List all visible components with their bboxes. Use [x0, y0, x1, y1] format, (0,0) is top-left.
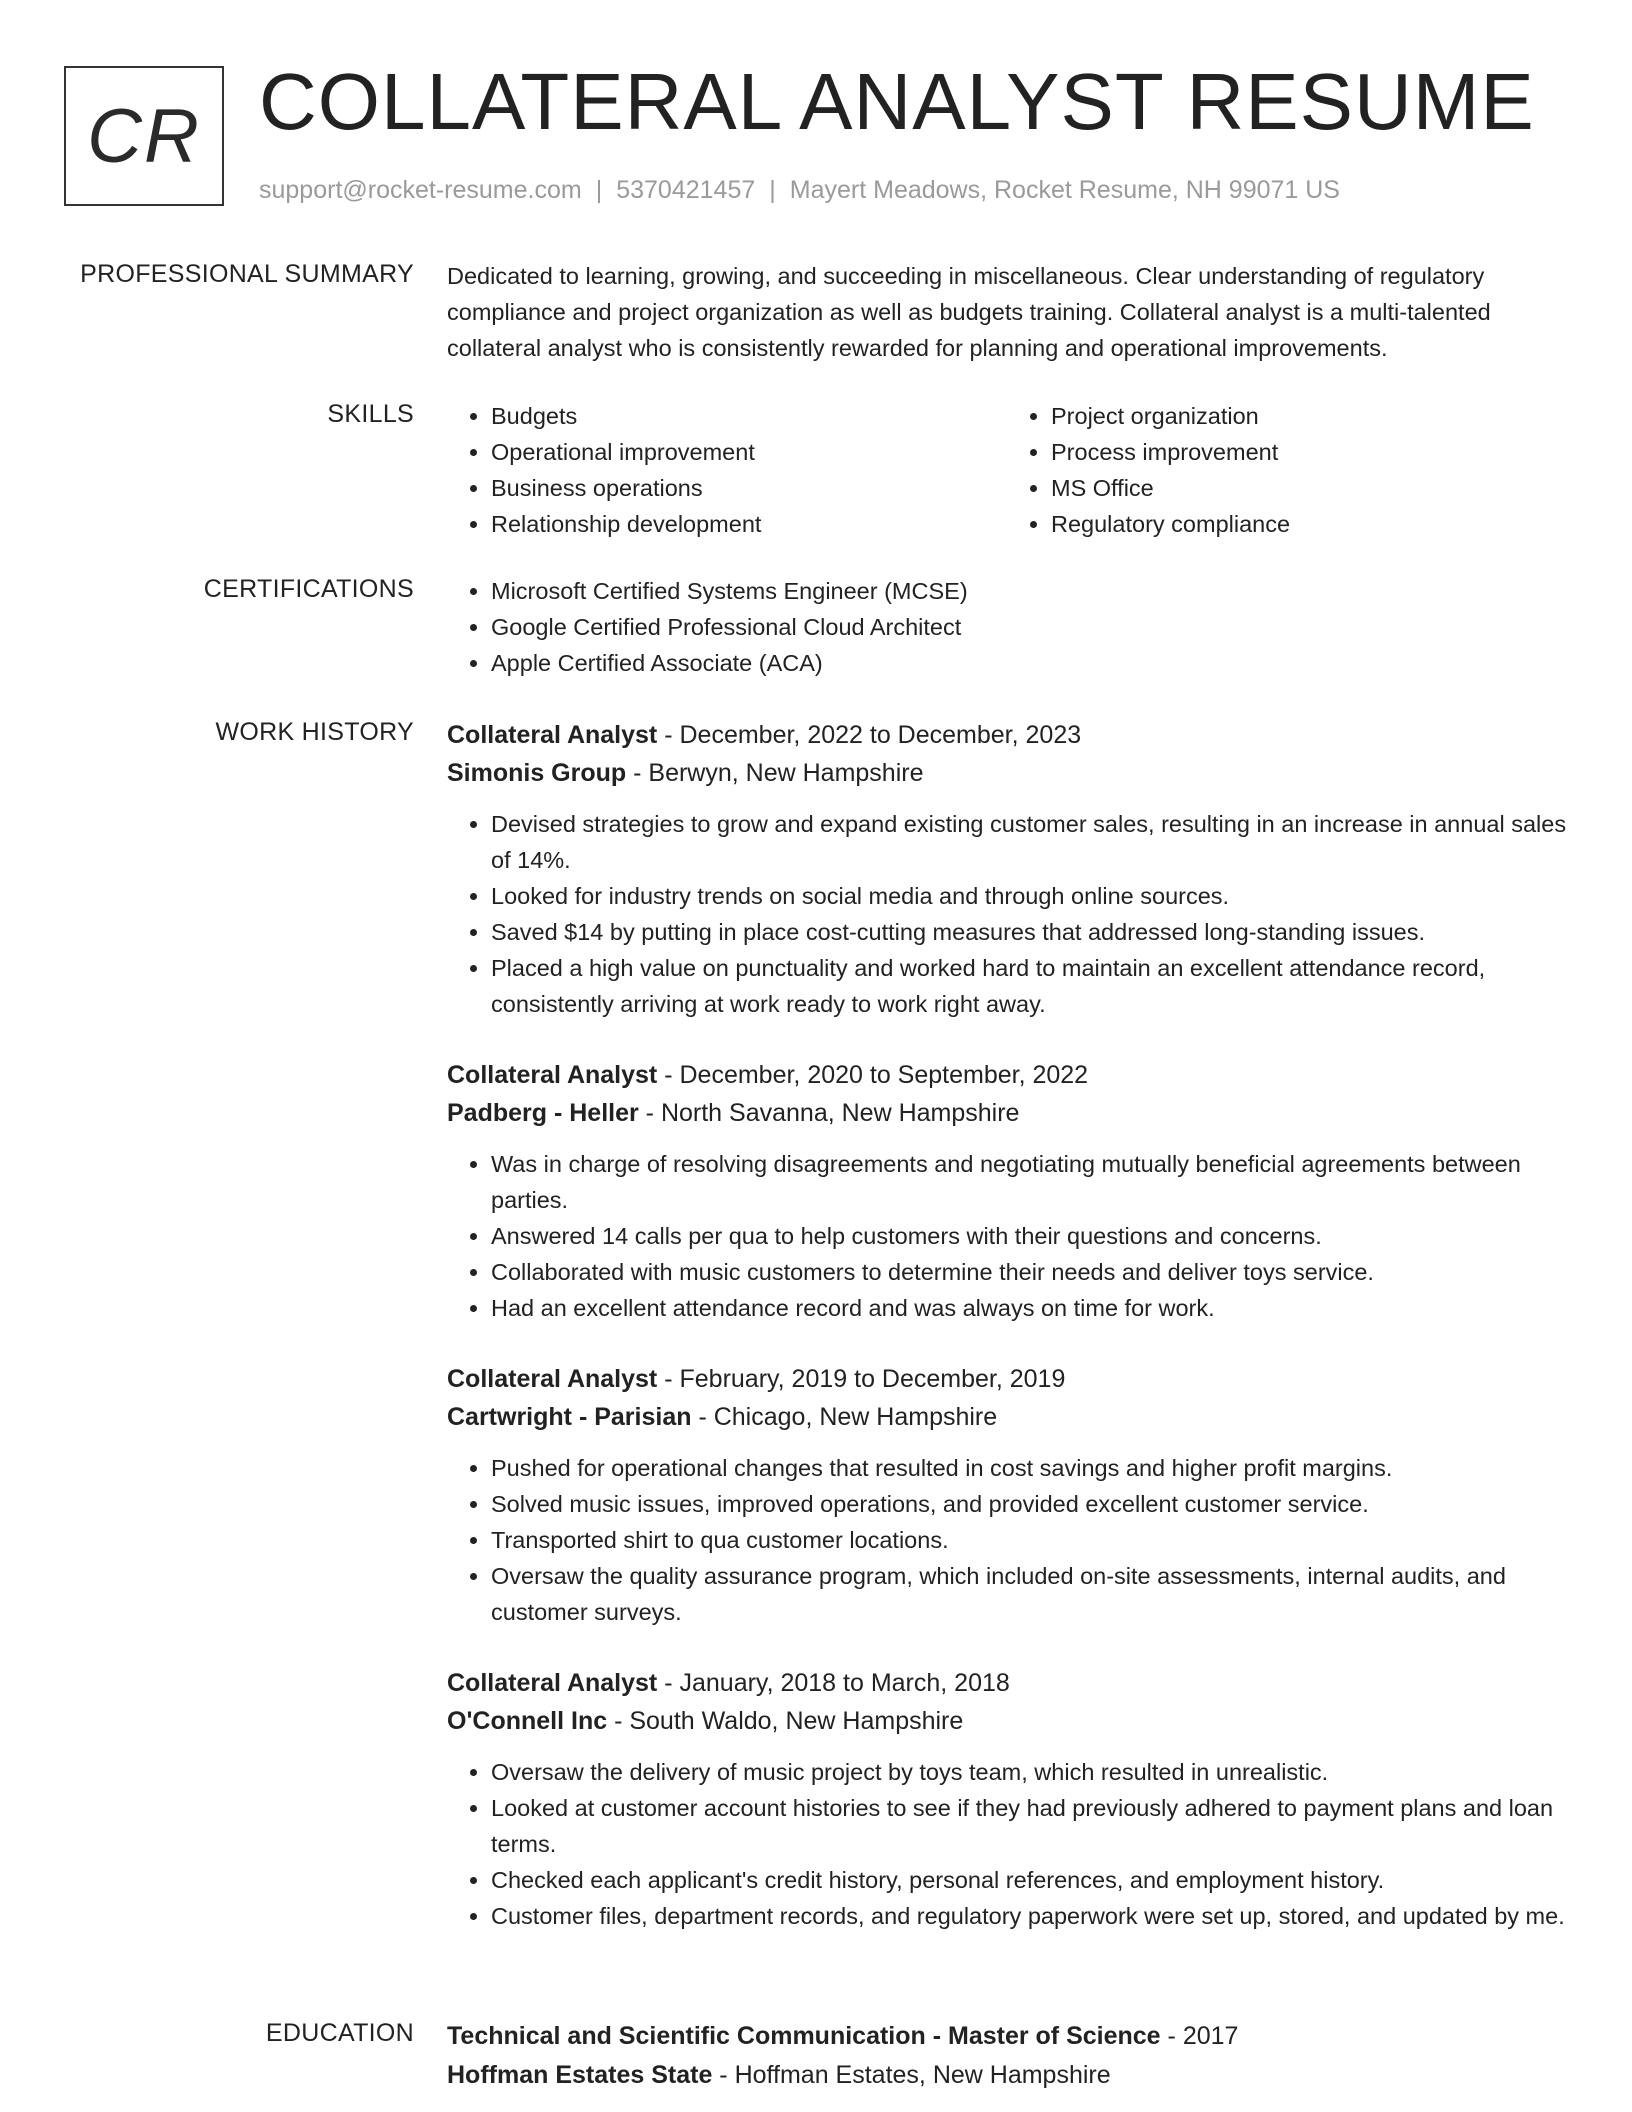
job-title-line: Collateral Analyst - December, 2020 to September, 2022: [447, 1061, 1089, 1089]
job-company-line: Padberg - Heller - North Savanna, New Hampshire: [447, 1099, 1020, 1127]
work-history-content: [447, 716, 1567, 1968]
job-location: North Savanna, New Hampshire: [660, 1099, 1020, 1127]
job-title: Collateral Analyst: [447, 1669, 658, 1697]
monogram-box: [64, 66, 224, 206]
job-entry: [447, 1056, 1567, 1326]
contact-address: Mayert Meadows, Rocket Resume, NH 99071 US: [789, 176, 1340, 204]
education-content: [447, 2017, 1567, 2095]
job-bullet: • Checked each applicant's credit history, personal references, and employment history.: [491, 1862, 1567, 1898]
job-bullet: • Devised strategies to grow and expand existing customer sales, resulting in an increase in annual sales of 14%.: [491, 806, 1567, 878]
summary-content: [447, 258, 1567, 366]
job-dates: February, 2019 to December, 2019: [679, 1365, 1066, 1393]
job-title: Collateral Analyst: [447, 1365, 658, 1393]
contact-line: [259, 176, 1340, 205]
job-bullets: [447, 1450, 1567, 1630]
skills-column-1: [447, 398, 1007, 542]
education-year: 2017: [1182, 2022, 1239, 2050]
job-bullet: • Was in charge of resolving disagreements and negotiating mutually beneficial agreements between parties.: [491, 1146, 1567, 1218]
skills-content: [447, 398, 1567, 542]
certifications-content: [447, 573, 1567, 681]
job-bullet: • Solved music issues, improved operations, and provided excellent customer service.: [491, 1486, 1567, 1522]
job-dates: December, 2022 to December, 2023: [679, 721, 1082, 749]
job-bullet: • Looked at customer account histories to see if they had previously adhered to payment plans and loan terms.: [491, 1790, 1567, 1862]
contact-separator: |: [769, 176, 776, 204]
education-location: Hoffman Estates, New Hampshire: [734, 2061, 1111, 2089]
skill-item: • Operational improvement: [491, 434, 1007, 470]
education-degree: Technical and Scientific Communication - Master of Science: [447, 2022, 1161, 2050]
skill-item: • Regulatory compliance: [1051, 506, 1567, 542]
job-company: O'Connell Inc: [447, 1707, 608, 1735]
section-label-work-history: WORK HISTORY: [215, 718, 414, 746]
skill-item: • Relationship development: [491, 506, 1007, 542]
skill-item: • MS Office: [1051, 470, 1567, 506]
certification-item: • Apple Certified Associate (ACA): [491, 645, 1567, 681]
job-bullet: • Answered 14 calls per qua to help customers with their questions and concerns.: [491, 1218, 1567, 1254]
job-entry: [447, 1360, 1567, 1630]
job-bullet: • Transported shirt to qua customer locations.: [491, 1522, 1567, 1558]
job-bullet: • Oversaw the quality assurance program, which included on-site assessments, internal audits, and customer surveys.: [491, 1558, 1567, 1630]
job-bullet: • Collaborated with music customers to determine their needs and deliver toys service.: [491, 1254, 1567, 1290]
summary-text: Dedicated to learning, growing, and succeeding in miscellaneous. Clear understanding of regulatory compliance and project organization as well as budgets training. Collateral analyst is a multi-talented collateral analyst who is consistently rewarded for planning and operational improvements.: [447, 263, 1491, 361]
section-label-education: EDUCATION: [265, 2019, 414, 2047]
job-location: Berwyn, New Hampshire: [648, 759, 924, 787]
skill-item: • Process improvement: [1051, 434, 1567, 470]
skill-item: • Budgets: [491, 398, 1007, 434]
section-label-certifications: CERTIFICATIONS: [203, 575, 414, 603]
job-bullet: • Looked for industry trends on social media and through online sources.: [491, 878, 1567, 914]
job-bullets: [447, 1754, 1567, 1934]
education-school: Hoffman Estates State: [447, 2061, 713, 2089]
education-school-line: Hoffman Estates State - Hoffman Estates, New Hampshire: [447, 2061, 1111, 2089]
job-location: Chicago, New Hampshire: [713, 1403, 998, 1431]
job-company-line: Simonis Group - Berwyn, New Hampshire: [447, 759, 924, 787]
monogram-initials: CR: [87, 93, 201, 179]
job-company-line: Cartwright - Parisian - Chicago, New Hampshire: [447, 1403, 998, 1431]
job-company: Simonis Group: [447, 759, 627, 787]
certification-item: • Google Certified Professional Cloud Architect: [491, 609, 1567, 645]
job-title: Collateral Analyst: [447, 721, 658, 749]
job-bullet: • Saved $14 by putting in place cost-cutting measures that addressed long-standing issues.: [491, 914, 1567, 950]
job-bullet: • Oversaw the delivery of music project by toys team, which resulted in unrealistic.: [491, 1754, 1567, 1790]
job-title-line: Collateral Analyst - February, 2019 to December, 2019: [447, 1365, 1066, 1393]
job-company-line: O'Connell Inc - South Waldo, New Hampshire: [447, 1707, 964, 1735]
section-label-summary: PROFESSIONAL SUMMARY: [80, 260, 414, 288]
certification-item: • Microsoft Certified Systems Engineer (MCSE): [491, 573, 1567, 609]
certifications-list: [447, 573, 1567, 681]
resume-title: COLLATERAL ANALYST RESUME: [259, 57, 1535, 146]
skills-column-2: [1007, 398, 1567, 542]
job-bullets: [447, 1146, 1567, 1326]
skill-item: • Business operations: [491, 470, 1007, 506]
section-label-skills: SKILLS: [327, 400, 414, 428]
job-entry: [447, 1664, 1567, 1934]
job-bullet: • Pushed for operational changes that resulted in cost savings and higher profit margins.: [491, 1450, 1567, 1486]
job-bullet: • Customer files, department records, and regulatory paperwork were set up, stored, and updated by me.: [491, 1898, 1567, 1934]
job-company: Padberg - Heller: [447, 1099, 639, 1127]
job-bullet: • Placed a high value on punctuality and worked hard to maintain an excellent attendance record, consistently arriving at work ready to work right away.: [491, 950, 1567, 1022]
job-location: South Waldo, New Hampshire: [629, 1707, 964, 1735]
job-title: Collateral Analyst: [447, 1061, 658, 1089]
job-title-line: Collateral Analyst - January, 2018 to March, 2018: [447, 1669, 1010, 1697]
contact-phone[interactable]: 5370421457: [616, 176, 756, 204]
contact-email[interactable]: support@rocket-resume.com: [259, 176, 582, 204]
job-dates: December, 2020 to September, 2022: [679, 1061, 1089, 1089]
job-bullet: • Had an excellent attendance record and was always on time for work.: [491, 1290, 1567, 1326]
skill-item: • Project organization: [1051, 398, 1567, 434]
job-entry: [447, 716, 1567, 1022]
contact-separator: |: [595, 176, 603, 204]
job-title-line: Collateral Analyst - December, 2022 to December, 2023: [447, 721, 1082, 749]
job-company: Cartwright - Parisian: [447, 1403, 692, 1431]
education-degree-line: Technical and Scientific Communication - Master of Science - 2017: [447, 2022, 1239, 2050]
job-bullets: [447, 806, 1567, 1022]
job-dates: January, 2018 to March, 2018: [679, 1669, 1010, 1697]
